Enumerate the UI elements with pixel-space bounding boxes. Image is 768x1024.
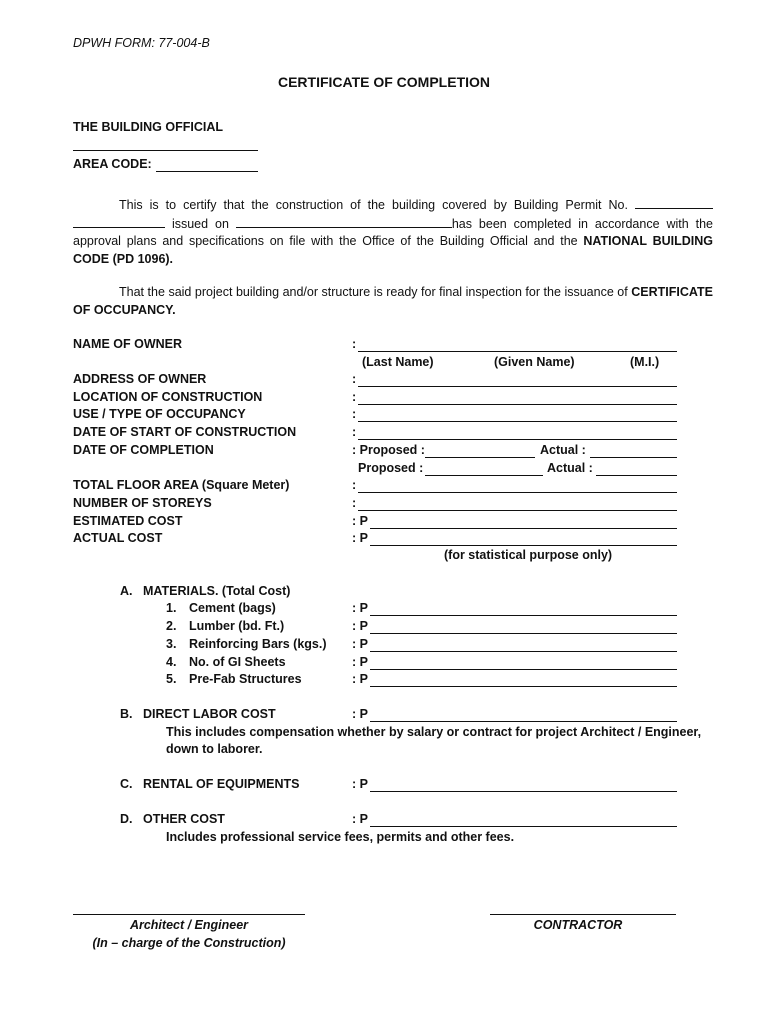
contractor-signature-line[interactable]: [490, 914, 676, 915]
location-colon: :: [352, 390, 357, 404]
floor-area-colon: :: [352, 478, 357, 492]
owner-name-line[interactable]: [358, 351, 677, 352]
actual-cost-label: ACTUAL COST: [73, 531, 163, 545]
contractor-caption: CONTRACTOR: [533, 918, 623, 932]
architect-caption: Architect / Engineer: [129, 918, 249, 932]
material-label-3: Reinforcing Bars (kgs.): [189, 637, 327, 651]
ready-paragraph: [73, 284, 713, 319]
proposed-line-2[interactable]: [425, 475, 543, 476]
owner-address-label: ADDRESS OF OWNER: [73, 372, 207, 386]
estimated-cost-label: ESTIMATED COST: [73, 514, 183, 528]
rental-cost-line[interactable]: [370, 791, 677, 792]
certify-paragraph: [73, 196, 713, 268]
owner-address-line[interactable]: [358, 386, 677, 387]
actual-cost-peso: : P: [352, 531, 368, 545]
material-label-2: Lumber (bd. Ft.): [189, 619, 285, 633]
permit-number-line[interactable]: [635, 196, 713, 209]
material-peso-4: : P: [352, 655, 368, 669]
labor-note-1: This includes compensation whether by salary or contract for project Architect / Engineer,: [166, 725, 702, 739]
section-d-letter: D.: [120, 812, 133, 826]
location-line[interactable]: [358, 404, 677, 405]
section-b-letter: B.: [120, 707, 133, 721]
section-b-label: DIRECT LABOR COST: [143, 707, 276, 721]
material-peso-5: : P: [352, 672, 368, 686]
permit-number-line-2[interactable]: [73, 215, 165, 228]
page-title: CERTIFICATE OF COMPLETION: [277, 74, 491, 90]
storeys-colon: :: [352, 496, 357, 510]
certify-text-2: issued on: [171, 216, 229, 231]
estimated-cost-line[interactable]: [370, 528, 677, 529]
use-type-colon: :: [352, 407, 357, 421]
section-a-letter: A.: [120, 584, 133, 598]
material-peso-1: : P: [352, 601, 368, 615]
section-c-letter: C.: [120, 777, 133, 791]
other-cost-peso: : P: [352, 812, 368, 826]
form-code: DPWH FORM: 77-004-B: [73, 36, 210, 50]
material-num-1: 1.: [166, 601, 177, 615]
material-num-3: 3.: [166, 637, 177, 651]
issued-on-line[interactable]: [236, 215, 452, 228]
given-name-caption: (Given Name): [494, 355, 575, 369]
proposed-label-1: : Proposed :: [352, 443, 425, 457]
material-num-2: 2.: [166, 619, 177, 633]
actual-cost-line[interactable]: [370, 545, 677, 546]
other-cost-line[interactable]: [370, 826, 677, 827]
rental-cost-peso: : P: [352, 777, 368, 791]
other-cost-note: Includes professional service fees, permits and other fees.: [166, 830, 515, 844]
ready-text: That the said project building and/or structure is ready for final inspection for the issuance of: [119, 285, 628, 299]
date-start-label: DATE OF START OF CONSTRUCTION: [73, 425, 297, 439]
section-c-label: RENTAL OF EQUIPMENTS: [143, 777, 300, 791]
owner-address-colon: :: [352, 372, 357, 386]
mi-caption: (M.I.): [630, 355, 660, 369]
labor-cost-line[interactable]: [370, 721, 677, 722]
use-type-label: USE / TYPE OF OCCUPANCY: [73, 407, 246, 421]
date-start-colon: :: [352, 425, 357, 439]
location-label: LOCATION OF CONSTRUCTION: [73, 390, 263, 404]
actual-label-1: Actual :: [540, 443, 586, 457]
date-completion-label: DATE OF COMPLETION: [73, 443, 214, 457]
proposed-label-2: Proposed :: [358, 461, 424, 475]
material-label-1: Cement (bags): [189, 601, 276, 615]
material-line-5[interactable]: [370, 686, 677, 687]
statistical-note: (for statistical purpose only): [444, 548, 613, 562]
last-name-caption: (Last Name): [362, 355, 434, 369]
floor-area-label: TOTAL FLOOR AREA (Square Meter): [73, 478, 290, 492]
proposed-line-1[interactable]: [425, 457, 535, 458]
architect-subcaption: (In – charge of the Construction): [92, 936, 286, 950]
labor-note-2: down to laborer.: [166, 742, 263, 756]
actual-line-2[interactable]: [596, 475, 677, 476]
building-official-line[interactable]: [73, 150, 258, 151]
certify-text-1: This is to certify that the construction of the building covered by Building Permit No.: [119, 198, 628, 212]
material-peso-2: : P: [352, 619, 368, 633]
material-line-4[interactable]: [370, 669, 677, 670]
use-type-line[interactable]: [358, 421, 677, 422]
architect-signature-line[interactable]: [73, 914, 305, 915]
labor-cost-peso: : P: [352, 707, 368, 721]
certify-text-3: has been completed in accordance with the approval plans and specifications on file with the Office of the Building Official and the: [73, 216, 713, 248]
owner-name-colon: :: [352, 337, 357, 351]
certify-code-bold: NATIONAL BUILDING CODE (PD 1096).: [73, 234, 713, 266]
material-line-3[interactable]: [370, 651, 677, 652]
estimated-cost-peso: : P: [352, 514, 368, 528]
section-a-label: MATERIALS. (Total Cost): [143, 584, 291, 598]
floor-area-line[interactable]: [358, 492, 677, 493]
material-num-4: 4.: [166, 655, 177, 669]
date-start-line[interactable]: [358, 439, 677, 440]
material-label-4: No. of GI Sheets: [189, 655, 286, 669]
area-code-label: AREA CODE:: [73, 157, 152, 171]
material-peso-3: : P: [352, 637, 368, 651]
material-line-2[interactable]: [370, 633, 677, 634]
material-num-5: 5.: [166, 672, 177, 686]
area-code-line[interactable]: [156, 171, 258, 172]
material-label-5: Pre-Fab Structures: [189, 672, 302, 686]
actual-label-2: Actual :: [547, 461, 593, 475]
material-line-1[interactable]: [370, 615, 677, 616]
storeys-label: NUMBER OF STOREYS: [73, 496, 212, 510]
actual-line-1[interactable]: [590, 457, 677, 458]
ready-bold: CERTIFICATE OF OCCUPANCY.: [73, 285, 713, 317]
section-d-label: OTHER COST: [143, 812, 225, 826]
storeys-line[interactable]: [358, 510, 677, 511]
owner-name-label: NAME OF OWNER: [73, 337, 183, 351]
building-official-label: THE BUILDING OFFICIAL: [73, 120, 223, 134]
